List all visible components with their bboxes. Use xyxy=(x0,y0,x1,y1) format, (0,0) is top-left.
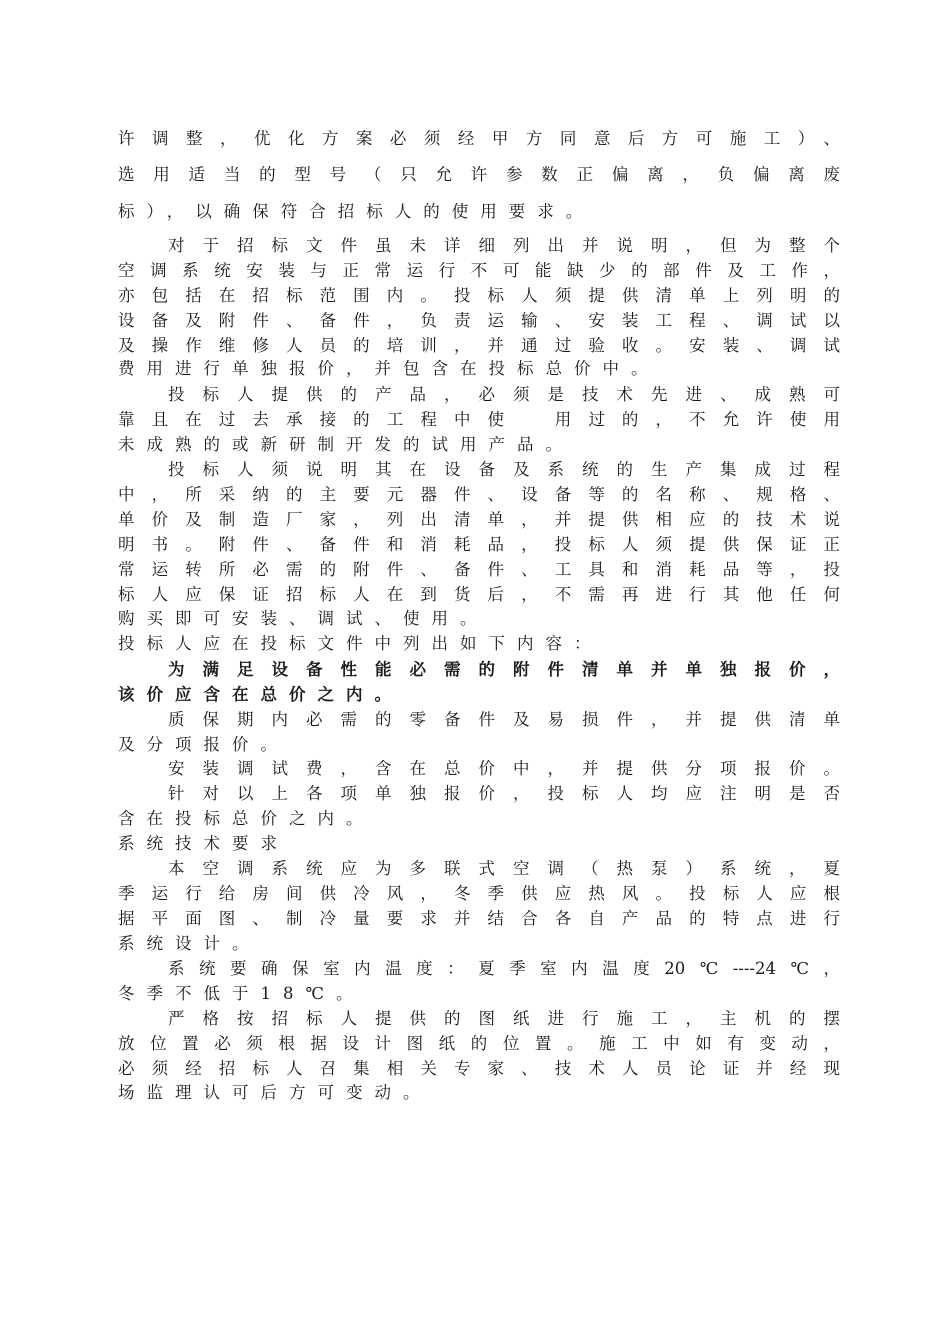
list-item: 安装调试费，含在总价中，并提供分项报价。 xyxy=(168,759,840,778)
text-line: 标人应保证招标人在到货后，不需再进行其他任何 xyxy=(118,585,840,604)
text-line: 系统设计。 xyxy=(118,934,261,953)
text-line: 靠且在过去承接的工程中使 用过的，不允许使用 xyxy=(118,410,840,429)
paragraph-first-line: 投标人须说明其在设备及系统的生产集成过程 xyxy=(168,460,840,479)
text-line: 标），以确保符合招标人的使用要求。 xyxy=(118,202,595,221)
text-line: 许调整，优化方案必须经甲方同意后方可施工）、 xyxy=(118,129,840,148)
text-line: 购买即可安装、调试、使用。 xyxy=(118,609,489,628)
text-line: 必须经招标人召集相关专家、技术人员论证并经现 xyxy=(118,1059,840,1078)
list-item-bold: 为满足设备性能必需的附件清单并单独报价， xyxy=(168,660,840,679)
text-line: 季运行给房间供冷风，冬季供应热风。投标人应根 xyxy=(118,884,840,903)
list-item: 及分项报价。 xyxy=(118,735,289,754)
text-line: 及操作维修人员的培训，并通过验收。安装、调试 xyxy=(118,336,840,355)
paragraph-first-line: 投标人提供的产品，必须是技术先进、成熟可 xyxy=(168,385,840,404)
text-line: 空调系统安装与正常运行不可能缺少的部件及工作， xyxy=(118,261,840,280)
text-line: 亦包括在招标范围内。投标人须提供清单上列明的 xyxy=(118,286,840,305)
text-line: 费用进行单独报价，并包含在投标总价中。 xyxy=(118,359,660,378)
paragraph-first-line: 系统要确保室内温度：夏季室内温度20℃----24℃， xyxy=(168,959,840,978)
paragraph-first-line: 严格按招标人提供的图纸进行施工，主机的摆 xyxy=(168,1009,840,1028)
text-line: 场监理认可后方可变动。 xyxy=(118,1083,432,1102)
section-heading: 系统技术要求 xyxy=(118,834,289,853)
text-line: 选用适当的型号（只允许参数正偏离，负偏离废 xyxy=(118,165,840,184)
list-item: 含在投标总价之内。 xyxy=(118,809,375,828)
section-heading: 投标人应在投标文件中列出如下内容： xyxy=(118,634,603,653)
text-line: 明书。附件、备件和消耗品，投标人须提供保证正 xyxy=(118,535,840,554)
list-item-bold: 该价应含在总价之内。 xyxy=(118,685,403,704)
text-line: 未成熟的或新研制开发的试用产品。 xyxy=(118,435,574,454)
text-line: 设备及附件、备件，负责运输、安装工程、调试以 xyxy=(118,311,840,330)
text-line: 单价及制造厂家，列出清单，并提供相应的技术说 xyxy=(118,510,840,529)
list-item: 针对以上各项单独报价，投标人均应注明是否 xyxy=(168,784,840,803)
text-line: 中，所采纳的主要元器件、设备等的名称、规格、 xyxy=(118,485,840,504)
list-item: 质保期内必需的零备件及易损件，并提供清单 xyxy=(168,710,840,729)
text-line: 冬季不低于18℃。 xyxy=(118,984,365,1003)
text-line: 常运转所必需的附件、备件、工具和消耗品等，投 xyxy=(118,560,840,579)
paragraph-first-line: 本空调系统应为多联式空调（热泵）系统，夏 xyxy=(168,859,840,878)
text-line: 放位置必须根据设计图纸的位置。施工中如有变动， xyxy=(118,1034,840,1053)
text-line: 据平面图、制冷量要求并结合各自产品的特点进行 xyxy=(118,909,840,928)
paragraph-first-line: 对于招标文件虽未详细列出并说明，但为整个 xyxy=(168,236,840,255)
